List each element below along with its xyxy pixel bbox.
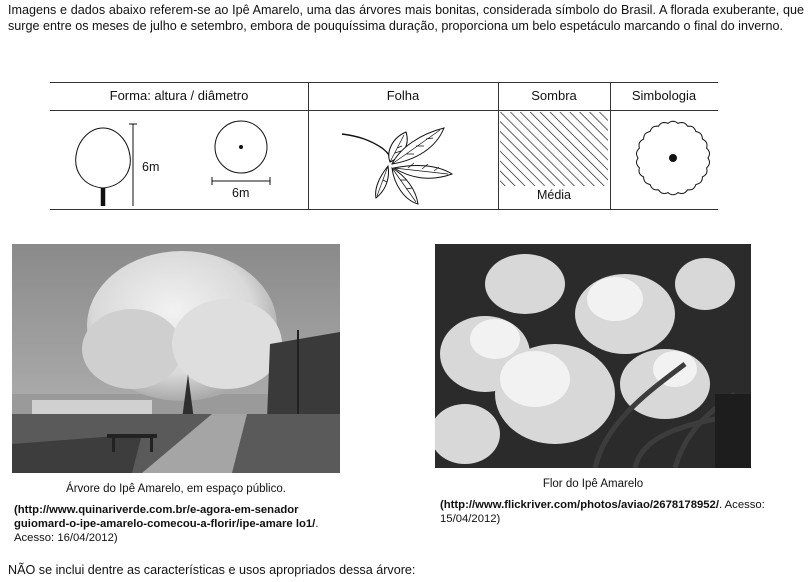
table-header-rule bbox=[50, 110, 718, 111]
photo2-source-access: . Acesso: 15/04/2012) bbox=[440, 499, 765, 525]
header-form: Forma: altura / diâmetro bbox=[109, 88, 249, 103]
photo1-source bbox=[14, 503, 344, 545]
height-label: 6m bbox=[142, 160, 160, 174]
question-statement: NÃO se inclui dentre as características e usos apropriados dessa árvore: bbox=[8, 563, 416, 577]
photo1-caption: Árvore do Ipê Amarelo, em espaço público. bbox=[66, 483, 286, 495]
header-shade: Sombra bbox=[531, 88, 577, 103]
photo2-source-url: (http://www.flickriver.com/photos/aviao/2678178952/ bbox=[440, 499, 719, 511]
photo1-source-access: . Acesso: 16/04/2012) bbox=[14, 518, 319, 544]
photo-ipe-flower bbox=[435, 244, 751, 468]
photo1-source-url: (http://www.quinariverde.com.br/e-agora-em-senador guiomard-o-ipe-amarelo-comecou-a-florir/ipe-amare lo1/ bbox=[14, 504, 316, 530]
intro-paragraph: Imagens e dados abaixo referem-se ao Ipê Amarelo, uma das árvores mais bonitas, considerada símbolo do Brasil. A florada exuberante, que surge entre os meses de julho e setembro, embora de pouquíssima duração, proporciona um belo espetáculo marcando o final do inverno. bbox=[8, 3, 804, 33]
header-leaf: Folha bbox=[386, 88, 420, 103]
diameter-label: 6m bbox=[232, 186, 250, 200]
tree-shape-icon bbox=[68, 120, 148, 208]
leaf-icon bbox=[340, 118, 464, 210]
photo2-source bbox=[440, 498, 770, 526]
photo2-caption: Flor do Ipê Amarelo bbox=[542, 478, 644, 490]
characteristics-table bbox=[50, 82, 718, 210]
symbol-crown-icon bbox=[634, 120, 714, 200]
table-top-rule bbox=[50, 82, 718, 83]
shade-label: Média bbox=[536, 188, 572, 202]
shade-hatch-pattern bbox=[500, 112, 608, 186]
photo-tree-public-space bbox=[12, 244, 340, 473]
header-symbol: Simbologia bbox=[631, 88, 697, 103]
crown-diameter-icon bbox=[210, 120, 280, 190]
